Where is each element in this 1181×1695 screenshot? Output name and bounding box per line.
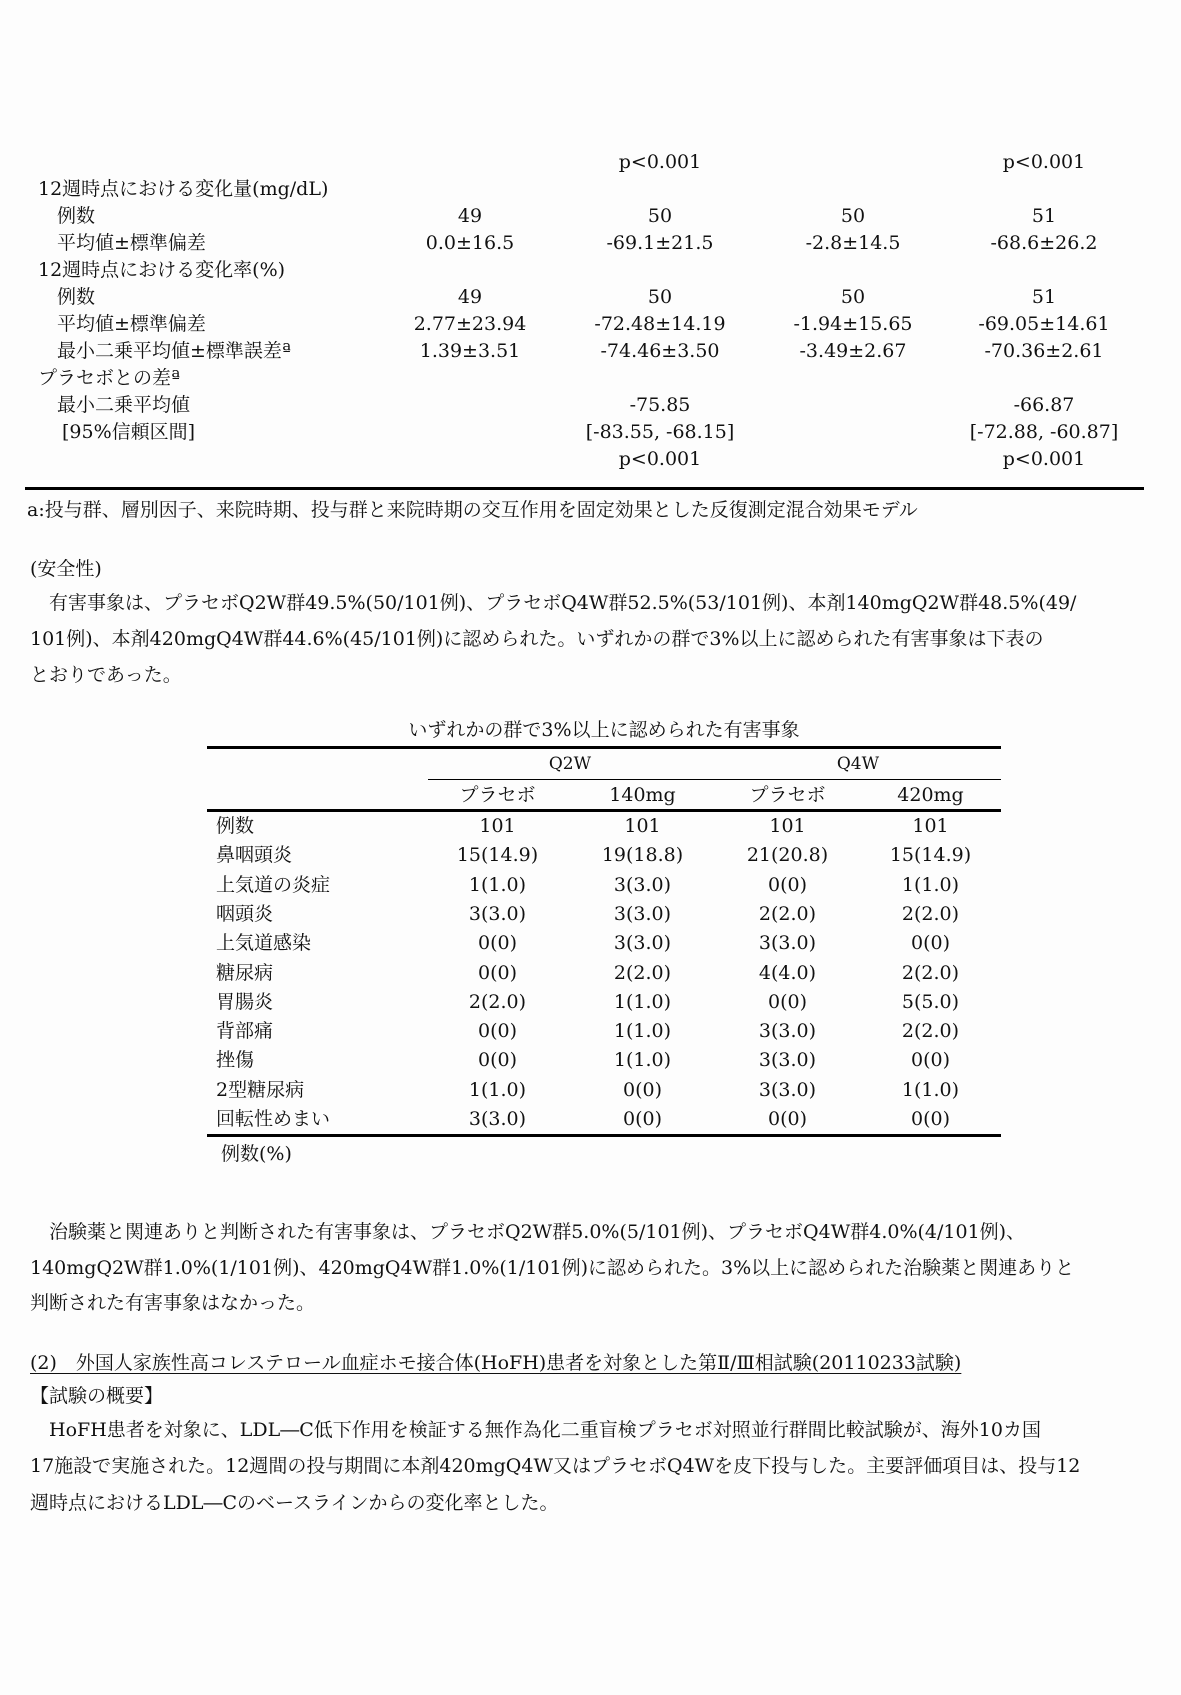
cell: 1(1.0) bbox=[613, 1020, 672, 1043]
table-row bbox=[207, 841, 1001, 870]
cell: 101 bbox=[912, 815, 949, 837]
cell: 0(0) bbox=[910, 1108, 950, 1130]
cell: 0(0) bbox=[767, 873, 807, 896]
cell: 0.0±16.5 bbox=[425, 232, 515, 254]
cell: 0(0) bbox=[477, 1020, 517, 1043]
group-header-q2w: Q2W bbox=[548, 754, 592, 774]
p-value: p<0.001 bbox=[618, 151, 702, 173]
cell: 2(2.0) bbox=[758, 902, 817, 925]
safety-paragraph-line: 有害事象は、プラセボQ2W群49.5%(50/101例)、プラセボQ4W群52.5%(53/101例)、本剤140mgQ2W群48.5%(49/ bbox=[30, 592, 1077, 614]
safety-heading: (安全性) bbox=[30, 558, 102, 580]
cell: -69.05±14.61 bbox=[978, 313, 1110, 335]
ae-table-title: いずれかの群で3%以上に認められた有害事象 bbox=[408, 719, 800, 741]
table-row bbox=[0, 202, 1181, 230]
efficacy-section-title bbox=[0, 364, 1181, 392]
row-label: 例数 bbox=[216, 815, 255, 837]
col-header: プラセボ bbox=[459, 784, 536, 806]
cell: 51 bbox=[1031, 205, 1057, 227]
cell: 3(3.0) bbox=[758, 1049, 817, 1072]
efficacy-section-title bbox=[0, 175, 1181, 203]
cell: 101 bbox=[479, 815, 516, 837]
cell: 49 bbox=[457, 205, 483, 227]
cell: 1(1.0) bbox=[901, 873, 960, 896]
cell: [-83.55, -68.15] bbox=[585, 421, 735, 443]
ae-table-top-rule bbox=[207, 746, 1001, 749]
cell: 50 bbox=[647, 205, 673, 227]
cell: 50 bbox=[840, 286, 866, 308]
section2-line: 17施設で実施された。12週間の投与期間に本剤420mgQ4W又はプラセボQ4Wを皮下投与した。主要評価項目は、投与12 bbox=[30, 1455, 1081, 1477]
table-row bbox=[0, 418, 1181, 446]
table-row bbox=[207, 1105, 1001, 1134]
cell: 1(1.0) bbox=[468, 873, 527, 896]
cell: 101 bbox=[624, 815, 661, 837]
safety-paragraph-line: 101例)、本剤420mgQ4W群44.6%(45/101例)に認められた。いずれかの群で3%以上に認められた有害事象は下表の bbox=[30, 628, 1044, 650]
cell: 3(3.0) bbox=[613, 932, 672, 955]
ae-table-bottom-rule bbox=[207, 1134, 1001, 1137]
efficacy-section-title bbox=[0, 256, 1181, 284]
efficacy-footnote: a:投与群、層別因子、来院時期、投与群と来院時期の交互作用を固定効果とした反復測定混合効果モデル bbox=[27, 499, 918, 521]
section2-subheading: 【試験の概要】 bbox=[30, 1385, 164, 1407]
p-value: p<0.001 bbox=[618, 448, 702, 470]
group-header-rule bbox=[428, 779, 1001, 780]
cell: -70.36±2.61 bbox=[984, 340, 1104, 362]
section-title: プラセボとの差ª bbox=[38, 367, 181, 389]
section-title: 12週時点における変化率(%) bbox=[38, 259, 286, 281]
cell: 0(0) bbox=[477, 1049, 517, 1072]
cell: 1.39±3.51 bbox=[419, 340, 521, 362]
cell: 1(1.0) bbox=[613, 1049, 672, 1072]
row-label: 最小二乗平均値 bbox=[57, 394, 191, 416]
table-row bbox=[0, 229, 1181, 257]
table-bottom-rule bbox=[25, 487, 1144, 490]
cell: -75.85 bbox=[629, 394, 691, 416]
table-row bbox=[207, 959, 1001, 988]
cell: 0(0) bbox=[622, 1108, 662, 1130]
cell: 1(1.0) bbox=[901, 1078, 960, 1101]
row-label: 上気道の炎症 bbox=[216, 873, 331, 896]
cell: 3(3.0) bbox=[613, 873, 672, 896]
group-header-q4w: Q4W bbox=[836, 754, 880, 774]
cell: 50 bbox=[647, 286, 673, 308]
cell: -74.46±3.50 bbox=[600, 340, 720, 362]
cell: 2(2.0) bbox=[901, 961, 960, 984]
table-row bbox=[207, 1046, 1001, 1075]
section-title: 12週時点における変化量(mg/dL) bbox=[38, 178, 329, 200]
row-label: 鼻咽頭炎 bbox=[216, 844, 293, 867]
row-label: 回転性めまい bbox=[216, 1108, 331, 1130]
table-row bbox=[0, 337, 1181, 365]
cell: 15(14.9) bbox=[889, 844, 972, 867]
cell: 3(3.0) bbox=[468, 1108, 527, 1130]
row-label: 上気道感染 bbox=[216, 932, 312, 955]
cell: 1(1.0) bbox=[613, 990, 672, 1013]
cell: 0(0) bbox=[622, 1078, 662, 1101]
table-row bbox=[0, 391, 1181, 419]
table-row bbox=[207, 812, 1001, 841]
cell: -66.87 bbox=[1013, 394, 1075, 416]
cell: 4(4.0) bbox=[758, 961, 817, 984]
cell: 0(0) bbox=[767, 1108, 807, 1130]
table-row bbox=[207, 929, 1001, 958]
cell: -2.8±14.5 bbox=[805, 232, 901, 254]
cell: 2(2.0) bbox=[901, 902, 960, 925]
cell: 3(3.0) bbox=[758, 932, 817, 955]
cell: 2(2.0) bbox=[468, 990, 527, 1013]
cell: 5(5.0) bbox=[901, 990, 960, 1013]
row-label: 糖尿病 bbox=[216, 961, 274, 984]
section2-line: 週時点におけるLDL―Cのベースラインからの変化率とした。 bbox=[30, 1492, 559, 1514]
p-value: p<0.001 bbox=[1002, 151, 1086, 173]
row-label: [95%信頼区間] bbox=[62, 421, 196, 443]
cell: 101 bbox=[769, 815, 806, 837]
col-header: 420mg bbox=[897, 784, 964, 806]
table-row bbox=[0, 310, 1181, 338]
cell: 0(0) bbox=[477, 961, 517, 984]
section2-line: HoFH患者を対象に、LDL―C低下作用を検証する無作為化二重盲検プラセボ対照並行群間比較試験が、海外10カ国 bbox=[30, 1419, 1041, 1441]
p-value: p<0.001 bbox=[1002, 448, 1086, 470]
cell: [-72.88, -60.87] bbox=[969, 421, 1119, 443]
table-row bbox=[207, 988, 1001, 1017]
cell: 2.77±23.94 bbox=[413, 313, 527, 335]
row-label: 最小二乗平均値±標準誤差ª bbox=[57, 340, 291, 362]
safety-paragraph-line: とおりであった。 bbox=[30, 664, 182, 686]
table-row bbox=[0, 445, 1181, 473]
row-label: 咽頭炎 bbox=[216, 902, 274, 925]
cell: 51 bbox=[1031, 286, 1057, 308]
cell: 3(3.0) bbox=[758, 1020, 817, 1043]
table-row bbox=[0, 283, 1181, 311]
cell: 3(3.0) bbox=[468, 902, 527, 925]
cell: 3(3.0) bbox=[758, 1078, 817, 1101]
table-row bbox=[207, 871, 1001, 900]
efficacy-top-pvalue-row bbox=[0, 148, 1181, 176]
cell: 15(14.9) bbox=[456, 844, 539, 867]
cell: 3(3.0) bbox=[613, 902, 672, 925]
cell: 2(2.0) bbox=[613, 961, 672, 984]
cell: 0(0) bbox=[767, 990, 807, 1013]
related-ae-line: 治験薬と関連ありと判断された有害事象は、プラセボQ2W群5.0%(5/101例)、プラセボQ4W群4.0%(4/101例)、 bbox=[30, 1221, 1026, 1243]
cell: -69.1±21.5 bbox=[606, 232, 714, 254]
cell: 0(0) bbox=[477, 932, 517, 955]
section2-heading: (2) 外国人家族性高コレステロール血症ホモ接合体(HoFH)患者を対象とした第Ⅱ/Ⅲ相試験(20110233試験) bbox=[30, 1352, 962, 1374]
cell: -68.6±26.2 bbox=[990, 232, 1098, 254]
row-label: 2型糖尿病 bbox=[216, 1078, 305, 1101]
col-header: 140mg bbox=[609, 784, 676, 806]
table-row bbox=[207, 1076, 1001, 1105]
row-label: 挫傷 bbox=[216, 1049, 255, 1072]
cell: 1(1.0) bbox=[468, 1078, 527, 1101]
cell: 0(0) bbox=[910, 1049, 950, 1072]
table-row bbox=[207, 900, 1001, 929]
cell: 0(0) bbox=[910, 932, 950, 955]
ae-table-note: 例数(%) bbox=[221, 1143, 292, 1165]
cell: 2(2.0) bbox=[901, 1020, 960, 1043]
cell: 19(18.8) bbox=[601, 844, 684, 867]
table-row bbox=[207, 1017, 1001, 1046]
related-ae-line: 判断された有害事象はなかった。 bbox=[30, 1292, 316, 1314]
cell: -3.49±2.67 bbox=[799, 340, 907, 362]
cell: 50 bbox=[840, 205, 866, 227]
row-label: 例数 bbox=[57, 205, 96, 227]
row-label: 例数 bbox=[57, 286, 96, 308]
row-label: 背部痛 bbox=[216, 1020, 274, 1043]
cell: 49 bbox=[457, 286, 483, 308]
row-label: 平均値±標準偏差 bbox=[57, 232, 206, 254]
col-header: プラセボ bbox=[749, 784, 826, 806]
cell: -1.94±15.65 bbox=[793, 313, 913, 335]
row-label: 胃腸炎 bbox=[216, 990, 274, 1013]
cell: -72.48±14.19 bbox=[594, 313, 726, 335]
related-ae-line: 140mgQ2W群1.0%(1/101例)、420mgQ4W群1.0%(1/101例)に認められた。3%以上に認められた治験薬と関連ありと bbox=[30, 1257, 1075, 1279]
cell: 21(20.8) bbox=[746, 844, 829, 867]
row-label: 平均値±標準偏差 bbox=[57, 313, 206, 335]
